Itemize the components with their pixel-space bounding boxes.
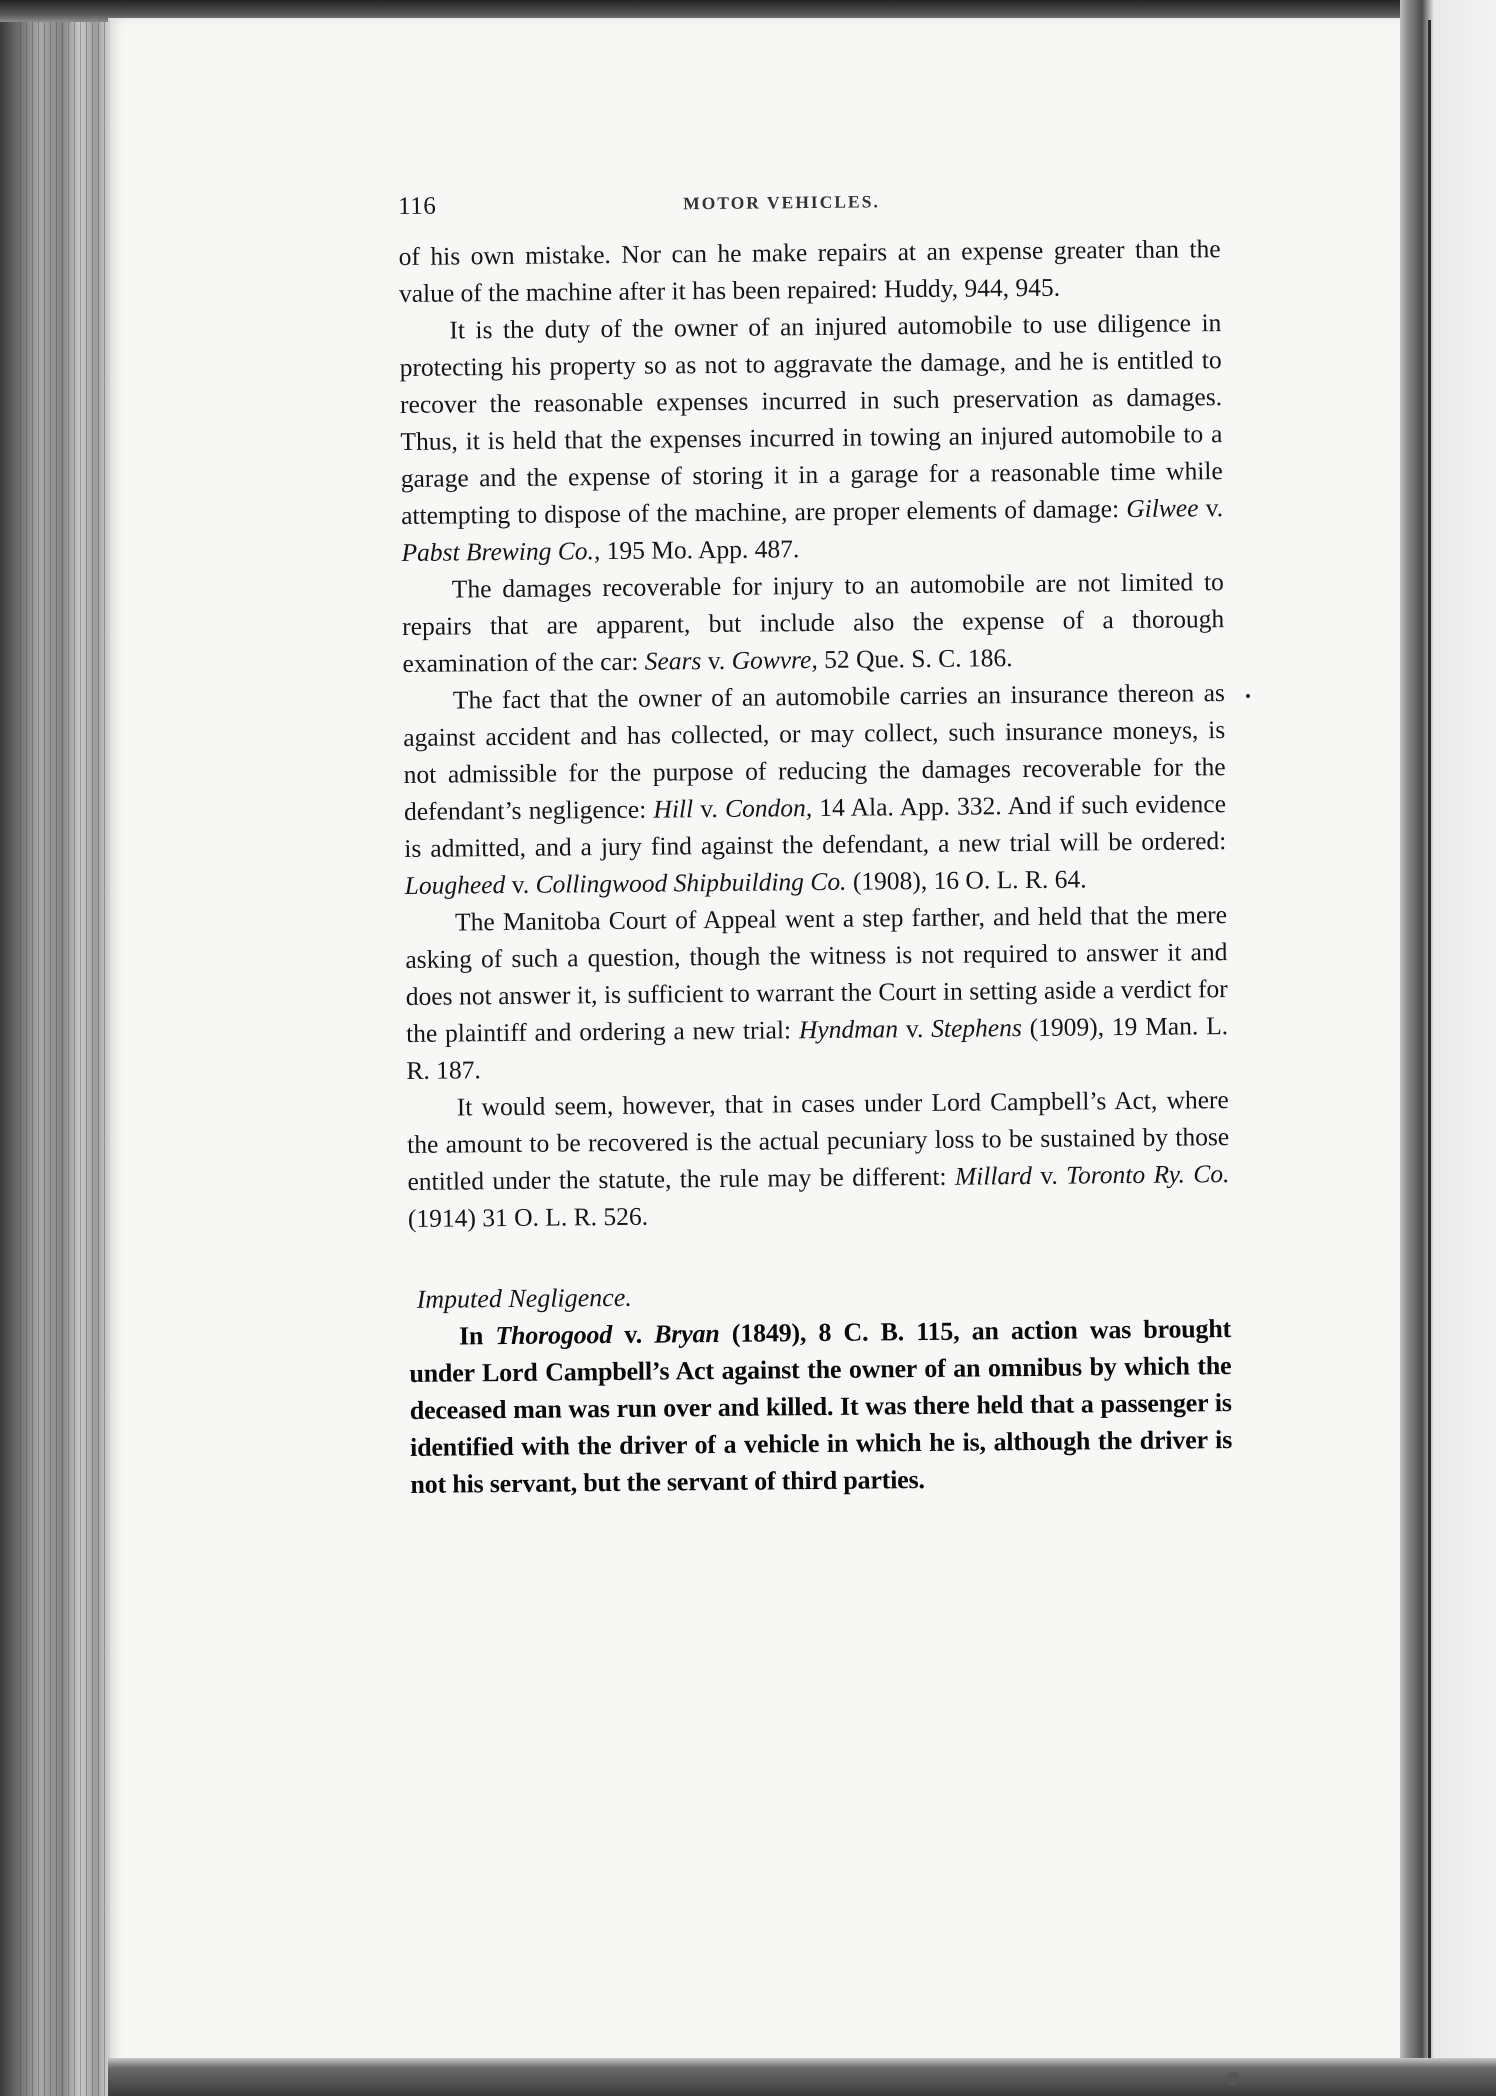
paragraph [407,1081,1230,1237]
text-run: v. [505,869,536,900]
case-name: Sears [644,646,702,676]
paragraph [405,896,1229,1089]
text-run: (1849), 8 C. B. 115, an action was brought under Lord Campbell’s Act against the owner of an omnibus by which the deceased man was run over and killed. It was there held that a passenger is identified with the driver of a vehicle in which he is, although the driver is not his servant, but the servant of third parties. [409,1314,1233,1499]
text-run: v. [611,1319,655,1349]
text-run: of his own mistake. Nor can he make repairs at an expense greater than the value of the machine after it has been repaired: Huddy, 944, 945. [398,234,1221,308]
running-head [398,180,1220,228]
text-run: v. [692,793,726,824]
text-run: v. [897,1013,932,1044]
text-run: The Manitoba Court of Appeal went a step farther, and held that the mere asking of such a question, though the witness is not required to answer it and does not answer it, is sufficient to warrant the Court in setting aside a verdict for the plaintiff and ordering a new trial: [405,900,1228,1048]
paragraph [399,304,1223,571]
case-name: Hill [653,794,694,824]
case-name: Condon, [724,793,813,823]
text-run: (1908), 16 O. L. R. 64. [846,864,1087,896]
case-name: Gilwee [1126,493,1199,524]
text-run: 14 Ala. App. 332. And if such evidence is admitted, and a jury find against the defendant, a new trial will be ordered: [404,789,1227,863]
ink-speck [1226,2072,1240,2086]
case-name: Collingwood Shipbuilding Co. [535,866,847,899]
case-name: Millard [954,1160,1033,1191]
text-run: 52 Que. S. C. 186. [817,643,1013,674]
text-run: The damages recoverable for injury to an automobile are not limited to repairs that are apparent, but include also the expense of a thorough examination of the car: [402,567,1225,678]
text-block [398,180,1233,1503]
section-heading: Imputed Negligence. [416,1282,632,1314]
ink-speck [1246,694,1250,698]
case-name: Bryan [654,1318,720,1349]
paragraph [403,674,1227,904]
case-name: Thorogood [495,1319,613,1351]
case-name: Toronto Ry. Co. [1066,1159,1230,1190]
text-run: It would seem, however, that in cases under Lord Campbell’s Act, where the amount to be recovered is the actual pecuniary loss to be sustained by those entitled under the statute, the rule may be different: [407,1085,1230,1196]
case-name: Stephens [931,1013,1022,1043]
paragraph [409,1310,1233,1503]
text-run: (1909), 19 Man. L. R. 187. [406,1011,1229,1085]
running-title: MOTOR VEHICLES. [683,191,880,214]
page-edges-texture [20,0,110,2096]
text-run: It is the duty of the owner of an injured automobile to use diligence in protecting his property so as not to aggravate the damage, and he is entitled to recover the reasonable expenses incurred in such preservation as damages. Thus, it is held that the expenses incurred in towing an injured automobile to a garage and the expense of storing it in a garage for a reasonable time while attempting to dispose of the machine, are proper elements of damage: [399,308,1223,530]
text-run: In [458,1321,496,1351]
gutter-line [1428,20,1431,2070]
text-run: 195 Mo. App. 487. [600,534,800,566]
case-name: Hyndman [798,1014,899,1045]
text-run: v. [701,645,732,676]
case-name: Lougheed [404,870,506,900]
section-paragraphs [409,1310,1233,1503]
text-run: v. [1198,493,1224,523]
facing-page-edge [1400,0,1496,2096]
body-paragraphs [398,230,1230,1237]
text-run: (1914) 31 O. L. R. 526. [407,1201,649,1233]
paragraph [402,563,1225,682]
bottom-scan-border [108,2058,1496,2096]
page-number: 116 [398,192,437,220]
case-name: Pabst Brewing Co., [401,536,601,567]
text-run: v. [1031,1160,1067,1190]
paragraph [398,230,1221,312]
text-run: The fact that the owner of an automobile carries an insurance thereon as against accident and has collected, or may collect, such insurance moneys, is not admissible for the purpose of reducing the damages recoverable for the defendant’s negligence: [403,678,1226,826]
case-name: Gowvre, [731,644,818,675]
